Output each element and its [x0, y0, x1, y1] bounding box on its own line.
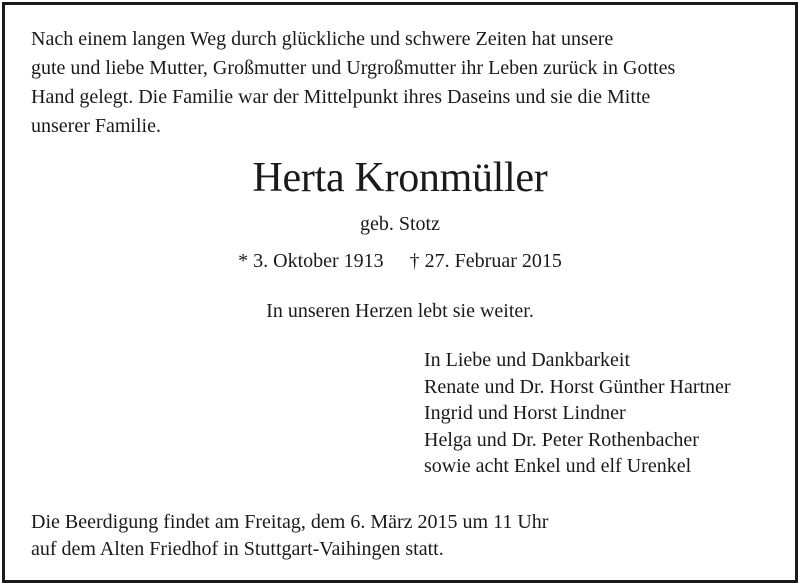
intro-paragraph: [31, 25, 776, 141]
mourners-line: Renate und Dr. Horst Günther Hartner: [424, 375, 731, 398]
death-date: † 27. Februar 2015: [409, 250, 562, 272]
memorial-motto: In unseren Herzen lebt sie weiter.: [266, 300, 534, 322]
birth-date: * 3. Oktober 1913: [238, 250, 384, 272]
funeral-line: auf dem Alten Friedhof in Stuttgart-Vaihingen statt.: [31, 538, 444, 560]
life-dates: [0, 248, 800, 274]
funeral-notice: [31, 509, 548, 563]
mourners-line: In Liebe und Dankbarkeit: [424, 349, 631, 371]
mourners-line: Ingrid und Horst Lindner: [424, 402, 626, 424]
funeral-line: Die Beerdigung findet am Freitag, dem 6. März 2015 um 11 Uhr: [31, 511, 549, 533]
deceased-name: Herta Kronmüller: [252, 155, 548, 201]
intro-line: Nach einem langen Weg durch glückliche und schwere Zeiten hat unsere: [31, 28, 614, 50]
intro-line: gute und liebe Mutter, Großmutter und Urgroßmutter ihr Leben zurück in Gottes: [31, 57, 676, 79]
mourners-list: [424, 347, 731, 480]
mourners-line: Helga und Dr. Peter Rothenbacher: [424, 428, 699, 451]
mourners-line: sowie acht Enkel und elf Urenkel: [424, 455, 692, 477]
intro-line: Hand gelegt. Die Familie war der Mittelpunkt ihres Daseins und sie die Mitte: [31, 86, 651, 108]
maiden-name: geb. Stotz: [360, 213, 440, 235]
intro-line: unserer Familie.: [31, 115, 161, 137]
